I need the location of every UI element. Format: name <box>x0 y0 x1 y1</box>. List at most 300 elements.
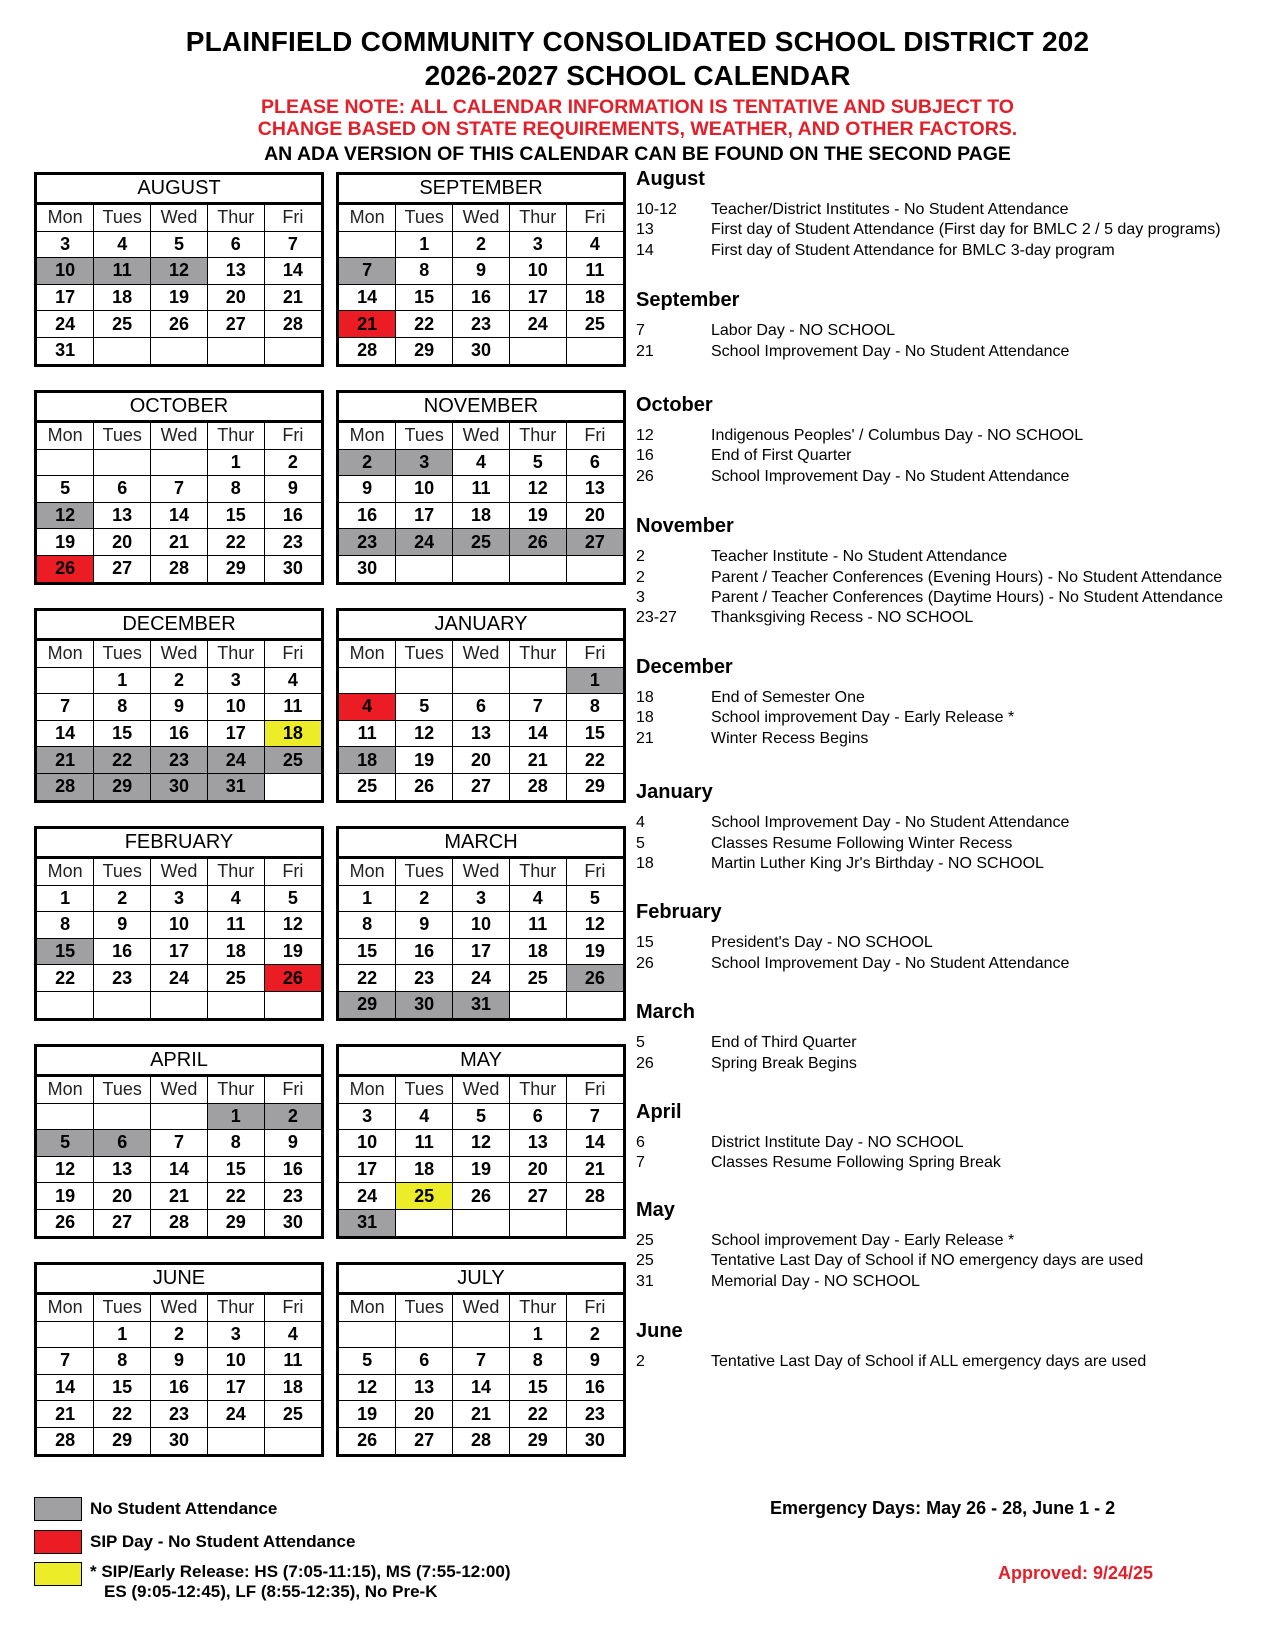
day-cell: 2 <box>151 667 208 694</box>
month-calendar-june <box>34 1262 324 1457</box>
day-cell: 20 <box>396 1401 453 1428</box>
day-cell: 7 <box>509 694 566 721</box>
event-date: 4 <box>636 814 645 832</box>
weekday-header: Fri <box>566 1077 623 1103</box>
day-cell: 23 <box>453 311 510 338</box>
weekday-header: Mon <box>339 859 396 885</box>
event-description: School Improvement Day - No Student Attendance <box>711 954 1070 972</box>
event-row <box>636 426 1266 446</box>
day-cell: 28 <box>264 311 321 338</box>
day-cell: 30 <box>453 337 510 363</box>
events-month-heading: March <box>636 1001 695 1024</box>
day-cell: 31 <box>207 773 264 799</box>
day-cell: 17 <box>37 284 94 311</box>
day-cell: 4 <box>264 1321 321 1348</box>
day-cell: 15 <box>207 502 264 529</box>
empty-day-cell <box>264 773 321 799</box>
day-cell: 11 <box>207 912 264 939</box>
day-cell: 21 <box>264 284 321 311</box>
day-cell: 27 <box>94 1209 151 1235</box>
day-cell: 12 <box>151 258 208 285</box>
day-cell: 1 <box>37 885 94 912</box>
day-cell: 24 <box>207 747 264 774</box>
weekday-header: Tues <box>94 859 151 885</box>
day-cell: 24 <box>151 965 208 992</box>
day-cell: 26 <box>37 555 94 581</box>
day-cell: 12 <box>339 1374 396 1401</box>
empty-day-cell <box>566 991 623 1017</box>
weekday-header: Wed <box>151 1295 208 1321</box>
event-date: 2 <box>636 1352 645 1370</box>
day-cell: 5 <box>339 1348 396 1375</box>
day-cell: 18 <box>264 1374 321 1401</box>
weekday-header: Fri <box>566 641 623 667</box>
day-cell: 10 <box>207 694 264 721</box>
month-title: APRIL <box>34 1044 324 1077</box>
day-cell: 25 <box>94 311 151 338</box>
weekday-header: Wed <box>151 423 208 449</box>
day-cell: 23 <box>339 529 396 556</box>
day-cell: 25 <box>264 747 321 774</box>
day-cell: 22 <box>37 965 94 992</box>
day-cell: 9 <box>151 694 208 721</box>
events-list <box>636 168 1266 1372</box>
events-month-heading: February <box>636 901 722 924</box>
day-cell: 19 <box>37 529 94 556</box>
legend-swatch-red <box>34 1530 82 1554</box>
event-date: 18 <box>636 854 654 872</box>
weekday-header: Thur <box>207 859 264 885</box>
day-cell: 28 <box>566 1183 623 1210</box>
day-cell: 26 <box>151 311 208 338</box>
event-row <box>636 1352 1266 1372</box>
weekday-header: Fri <box>566 205 623 231</box>
day-cell: 2 <box>566 1321 623 1348</box>
day-cell: 28 <box>37 773 94 799</box>
day-cell: 30 <box>339 555 396 581</box>
day-cell: 15 <box>94 720 151 747</box>
day-cell: 1 <box>566 667 623 694</box>
empty-day-cell <box>509 337 566 363</box>
empty-day-cell <box>453 555 510 581</box>
events-section-january <box>636 781 1266 874</box>
day-cell: 10 <box>207 1348 264 1375</box>
weekday-header: Wed <box>453 1077 510 1103</box>
day-cell: 26 <box>566 965 623 992</box>
weekday-header: Tues <box>94 1295 151 1321</box>
events-section-november <box>636 515 1266 629</box>
day-cell: 4 <box>509 885 566 912</box>
day-cell: 25 <box>339 773 396 799</box>
weekday-header: Fri <box>264 1295 321 1321</box>
legend-swatch-gray <box>34 1497 82 1521</box>
day-cell: 26 <box>509 529 566 556</box>
day-cell: 9 <box>453 258 510 285</box>
day-cell: 2 <box>396 885 453 912</box>
day-cell: 8 <box>396 258 453 285</box>
event-row <box>636 568 1266 588</box>
day-cell: 9 <box>151 1348 208 1375</box>
day-cell: 19 <box>396 747 453 774</box>
day-cell: 5 <box>264 885 321 912</box>
day-cell: 8 <box>37 912 94 939</box>
weekday-header: Tues <box>396 1295 453 1321</box>
day-cell: 19 <box>151 284 208 311</box>
empty-day-cell <box>509 667 566 694</box>
weekday-header: Fri <box>566 423 623 449</box>
day-cell: 16 <box>264 1156 321 1183</box>
event-row <box>636 1153 1266 1173</box>
day-cell: 7 <box>566 1103 623 1130</box>
day-cell: 24 <box>509 311 566 338</box>
month-calendar-february <box>34 826 324 1021</box>
day-cell: 9 <box>264 1130 321 1157</box>
event-date: 25 <box>636 1231 654 1249</box>
month-calendar-april <box>34 1044 324 1239</box>
weekday-header: Mon <box>37 1077 94 1103</box>
day-cell: 10 <box>396 476 453 503</box>
day-cell: 4 <box>453 449 510 476</box>
empty-day-cell <box>94 337 151 363</box>
event-description: End of First Quarter <box>711 447 852 465</box>
event-date: 18 <box>636 688 654 706</box>
event-date: 21 <box>636 342 654 360</box>
weekday-header: Wed <box>453 641 510 667</box>
day-cell: 24 <box>453 965 510 992</box>
empty-day-cell <box>94 1103 151 1130</box>
day-cell: 14 <box>151 502 208 529</box>
day-cell: 28 <box>509 773 566 799</box>
weekday-header: Wed <box>151 859 208 885</box>
weekday-header: Tues <box>94 205 151 231</box>
day-cell: 24 <box>396 529 453 556</box>
day-cell: 29 <box>396 337 453 363</box>
event-description: Classes Resume Following Winter Recess <box>711 834 1013 852</box>
weekday-header: Tues <box>396 859 453 885</box>
events-month-heading: November <box>636 515 734 538</box>
day-cell: 4 <box>396 1103 453 1130</box>
day-cell: 1 <box>509 1321 566 1348</box>
day-cell: 16 <box>396 938 453 965</box>
weekday-header: Wed <box>151 1077 208 1103</box>
day-cell: 4 <box>94 231 151 258</box>
day-cell: 16 <box>264 502 321 529</box>
day-cell: 8 <box>207 476 264 503</box>
empty-day-cell <box>151 337 208 363</box>
tentative-note-line1: PLEASE NOTE: ALL CALENDAR INFORMATION IS TENTATIVE AND SUBJECT TO <box>261 96 1014 118</box>
day-cell: 31 <box>453 991 510 1017</box>
day-cell: 6 <box>566 449 623 476</box>
weekday-header: Mon <box>339 423 396 449</box>
ada-note: AN ADA VERSION OF THIS CALENDAR CAN BE FOUND ON THE SECOND PAGE <box>264 143 1011 165</box>
event-row <box>636 933 1266 953</box>
events-month-heading: May <box>636 1198 675 1221</box>
empty-day-cell <box>396 1209 453 1235</box>
event-description: School improvement Day - Early Release * <box>711 709 1015 727</box>
day-cell: 5 <box>37 476 94 503</box>
day-cell: 5 <box>151 231 208 258</box>
day-cell: 19 <box>509 502 566 529</box>
empty-day-cell <box>566 337 623 363</box>
empty-day-cell <box>94 449 151 476</box>
day-cell: 22 <box>207 529 264 556</box>
day-cell: 6 <box>94 1130 151 1157</box>
day-cell: 1 <box>207 449 264 476</box>
weekday-header: Wed <box>453 859 510 885</box>
empty-day-cell <box>207 991 264 1017</box>
event-description: End of Third Quarter <box>711 1034 857 1052</box>
day-cell: 18 <box>264 720 321 747</box>
events-section-june <box>636 1320 1266 1372</box>
day-cell: 29 <box>509 1427 566 1453</box>
month-title: DECEMBER <box>34 608 324 641</box>
empty-day-cell <box>151 449 208 476</box>
day-cell: 21 <box>509 747 566 774</box>
weekday-header: Tues <box>94 641 151 667</box>
month-calendar-july <box>336 1262 626 1457</box>
event-description: School improvement Day - Early Release * <box>711 1231 1015 1249</box>
day-cell: 22 <box>396 311 453 338</box>
day-cell: 4 <box>207 885 264 912</box>
day-cell: 9 <box>339 476 396 503</box>
empty-day-cell <box>339 231 396 258</box>
day-cell: 22 <box>94 1401 151 1428</box>
calendar-title: 2026-2027 SCHOOL CALENDAR <box>424 60 851 91</box>
day-cell: 11 <box>264 1348 321 1375</box>
weekday-header: Tues <box>396 641 453 667</box>
day-cell: 30 <box>264 555 321 581</box>
event-description: District Institute Day - NO SCHOOL <box>711 1133 964 1151</box>
events-month-heading: August <box>636 168 705 190</box>
day-cell: 7 <box>453 1348 510 1375</box>
weekday-header: Wed <box>453 423 510 449</box>
day-cell: 24 <box>339 1183 396 1210</box>
event-description: First day of Student Attendance (First day for BMLC 2 / 5 day programs) <box>711 221 1221 239</box>
empty-day-cell <box>37 667 94 694</box>
day-cell: 11 <box>339 720 396 747</box>
legend-label-red: SIP Day - No Student Attendance <box>90 1532 356 1551</box>
day-cell: 14 <box>264 258 321 285</box>
day-cell: 21 <box>339 311 396 338</box>
event-date: 21 <box>636 729 654 747</box>
day-cell: 29 <box>207 555 264 581</box>
event-date: 16 <box>636 447 654 465</box>
day-cell: 13 <box>566 476 623 503</box>
day-cell: 5 <box>37 1130 94 1157</box>
day-cell: 25 <box>566 311 623 338</box>
events-month-heading: September <box>636 289 740 312</box>
day-cell: 6 <box>94 476 151 503</box>
month-calendar-august <box>34 172 324 367</box>
event-row <box>636 342 1266 362</box>
day-cell: 11 <box>94 258 151 285</box>
day-cell: 21 <box>151 1183 208 1210</box>
day-cell: 12 <box>264 912 321 939</box>
weekday-header: Fri <box>264 859 321 885</box>
event-date: 7 <box>636 322 645 340</box>
empty-day-cell <box>453 1321 510 1348</box>
day-cell: 28 <box>453 1427 510 1453</box>
weekday-header: Mon <box>339 1077 396 1103</box>
day-cell: 13 <box>207 258 264 285</box>
events-section-february <box>636 901 1266 974</box>
event-description: Parent / Teacher Conferences (Evening Hours) - No Student Attendance <box>711 568 1223 586</box>
day-cell: 18 <box>207 938 264 965</box>
day-cell: 26 <box>339 1427 396 1453</box>
event-date: 14 <box>636 241 654 259</box>
weekday-header: Mon <box>37 423 94 449</box>
day-cell: 7 <box>151 1130 208 1157</box>
event-description: Indigenous Peoples' / Columbus Day - NO SCHOOL <box>711 427 1084 445</box>
day-cell: 13 <box>453 720 510 747</box>
day-cell: 17 <box>151 938 208 965</box>
day-cell: 17 <box>453 938 510 965</box>
day-cell: 4 <box>566 231 623 258</box>
events-section-may <box>636 1199 1266 1292</box>
event-date: 18 <box>636 709 654 727</box>
empty-day-cell <box>339 667 396 694</box>
day-cell: 11 <box>566 258 623 285</box>
day-cell: 17 <box>509 284 566 311</box>
day-cell: 27 <box>94 555 151 581</box>
day-cell: 1 <box>396 231 453 258</box>
day-cell: 6 <box>509 1103 566 1130</box>
day-cell: 20 <box>94 529 151 556</box>
empty-day-cell <box>566 555 623 581</box>
day-cell: 20 <box>207 284 264 311</box>
month-title: JUNE <box>34 1262 324 1295</box>
weekday-header: Tues <box>94 423 151 449</box>
day-cell: 9 <box>566 1348 623 1375</box>
day-cell: 22 <box>94 747 151 774</box>
day-cell: 3 <box>396 449 453 476</box>
day-cell: 20 <box>509 1156 566 1183</box>
event-description: Thanksgiving Recess - NO SCHOOL <box>711 609 974 627</box>
day-cell: 6 <box>396 1348 453 1375</box>
day-cell: 5 <box>396 694 453 721</box>
day-cell: 22 <box>339 965 396 992</box>
day-cell: 9 <box>396 912 453 939</box>
events-month-heading: June <box>636 1319 683 1342</box>
weekday-header: Mon <box>37 641 94 667</box>
weekday-header: Tues <box>396 205 453 231</box>
day-cell: 27 <box>207 311 264 338</box>
event-row <box>636 834 1266 854</box>
day-cell: 5 <box>453 1103 510 1130</box>
day-cell: 16 <box>151 720 208 747</box>
day-cell: 12 <box>37 502 94 529</box>
event-description: School Improvement Day - No Student Attendance <box>711 814 1070 832</box>
day-cell: 2 <box>264 1103 321 1130</box>
empty-day-cell <box>453 667 510 694</box>
day-cell: 27 <box>509 1183 566 1210</box>
event-date: 7 <box>636 1154 645 1172</box>
weekday-header: Thur <box>509 423 566 449</box>
day-cell: 12 <box>37 1156 94 1183</box>
day-cell: 28 <box>37 1427 94 1453</box>
day-cell: 25 <box>509 965 566 992</box>
day-cell: 13 <box>94 1156 151 1183</box>
weekday-header: Mon <box>37 859 94 885</box>
day-cell: 18 <box>509 938 566 965</box>
day-cell: 16 <box>566 1374 623 1401</box>
day-cell: 29 <box>207 1209 264 1235</box>
day-cell: 20 <box>94 1183 151 1210</box>
day-cell: 7 <box>37 1348 94 1375</box>
weekday-header: Thur <box>207 1077 264 1103</box>
day-cell: 12 <box>509 476 566 503</box>
day-cell: 2 <box>94 885 151 912</box>
event-date: 5 <box>636 1034 645 1052</box>
day-cell: 24 <box>207 1401 264 1428</box>
empty-day-cell <box>509 555 566 581</box>
day-cell: 26 <box>453 1183 510 1210</box>
day-cell: 16 <box>453 284 510 311</box>
day-cell: 10 <box>453 912 510 939</box>
event-description: Martin Luther King Jr's Birthday - NO SCHOOL <box>711 854 1044 872</box>
day-cell: 26 <box>37 1209 94 1235</box>
day-cell: 13 <box>396 1374 453 1401</box>
day-cell: 23 <box>151 747 208 774</box>
day-cell: 10 <box>151 912 208 939</box>
event-row <box>636 954 1266 974</box>
district-title: PLAINFIELD COMMUNITY CONSOLIDATED SCHOOL DISTRICT 202 <box>185 26 1090 57</box>
day-cell: 29 <box>94 1427 151 1453</box>
event-date: 2 <box>636 568 645 586</box>
day-cell: 24 <box>37 311 94 338</box>
month-title: MAY <box>336 1044 626 1077</box>
day-cell: 15 <box>509 1374 566 1401</box>
day-cell: 1 <box>94 1321 151 1348</box>
weekday-header: Thur <box>509 1295 566 1321</box>
day-cell: 15 <box>94 1374 151 1401</box>
day-cell: 30 <box>264 1209 321 1235</box>
empty-day-cell <box>509 1209 566 1235</box>
day-cell: 10 <box>37 258 94 285</box>
event-description: Teacher/District Institutes - No Student Attendance <box>711 201 1069 218</box>
event-date: 3 <box>636 589 645 607</box>
empty-day-cell <box>207 337 264 363</box>
empty-day-cell <box>207 1427 264 1453</box>
event-date: 10-12 <box>636 201 677 218</box>
legend-label-yellow-2: ES (9:05-12:45), LF (8:55-12:35), No Pre-K <box>104 1582 438 1601</box>
event-description: Winter Recess Begins <box>711 729 869 747</box>
day-cell: 30 <box>566 1427 623 1453</box>
day-cell: 15 <box>396 284 453 311</box>
day-cell: 28 <box>151 555 208 581</box>
day-cell: 2 <box>264 449 321 476</box>
day-cell: 18 <box>339 747 396 774</box>
day-cell: 4 <box>264 667 321 694</box>
day-cell: 14 <box>453 1374 510 1401</box>
day-cell: 26 <box>264 965 321 992</box>
weekday-header: Tues <box>396 423 453 449</box>
events-section-december <box>636 656 1266 749</box>
day-cell: 13 <box>94 502 151 529</box>
day-cell: 12 <box>396 720 453 747</box>
event-row <box>636 1231 1266 1251</box>
month-title: JANUARY <box>336 608 626 641</box>
day-cell: 14 <box>339 284 396 311</box>
weekday-header: Fri <box>264 205 321 231</box>
day-cell: 3 <box>37 231 94 258</box>
legend-label-yellow-1: * SIP/Early Release: HS (7:05-11:15), MS (7:55-12:00) <box>90 1562 511 1581</box>
month-title: SEPTEMBER <box>336 172 626 205</box>
day-cell: 23 <box>566 1401 623 1428</box>
day-cell: 22 <box>509 1401 566 1428</box>
day-cell: 11 <box>396 1130 453 1157</box>
day-cell: 15 <box>339 938 396 965</box>
